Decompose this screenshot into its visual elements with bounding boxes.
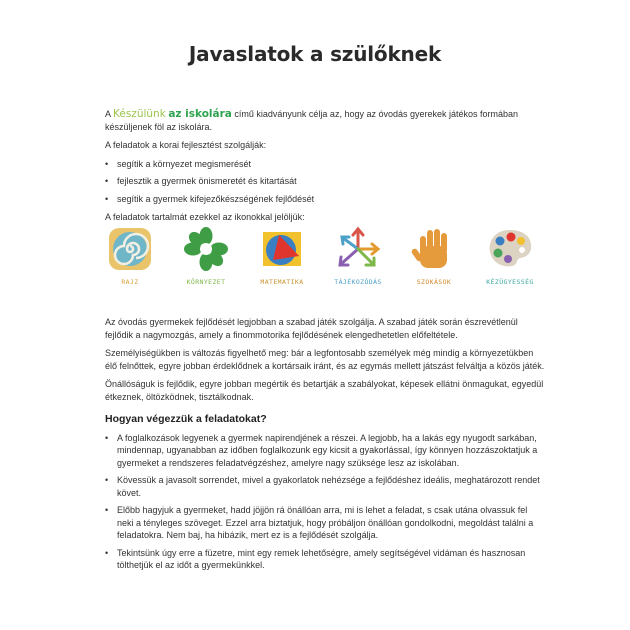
shapes-icon bbox=[259, 226, 305, 272]
main-section bbox=[105, 316, 545, 578]
goals-list bbox=[105, 158, 545, 206]
list-item: • Előbb hagyjuk a gyermeket, hadd jöjjön rá önállóan arra, mi is lehet a feladat, s csak utána olvassuk fel neki a tényleges szöveget. Ezzel arra biztatjuk, hogy próbáljon önállóan gondolkodni, megoldást találni a feladatokra. Nem baj, ha hibázik, mert ez is a fejlődését szolgálja. bbox=[105, 504, 545, 542]
spiral-icon bbox=[107, 226, 153, 272]
icons-intro: A feladatok tartalmát ezekkel az ikonokkal jelöljük: bbox=[105, 212, 305, 222]
icon-legend-item bbox=[404, 226, 464, 298]
list-item: • fejlesztik a gyermek önismeretét és kitartását bbox=[105, 175, 545, 188]
icon-label: MATEMATIKA bbox=[260, 278, 304, 286]
intro-paragraph bbox=[105, 108, 545, 133]
intro-section bbox=[105, 108, 545, 230]
page-title: Javaslatok a szülőknek bbox=[188, 42, 442, 66]
icon-legend-item bbox=[252, 226, 312, 298]
list-item: • segítik a gyermek kifejezőkészségének fejlődését bbox=[105, 193, 545, 206]
paragraph: Az óvodás gyermekek fejlődését legjobban a szabad játék szolgálja. A szabad játék során észrevétlenül fejlődik a nagymozgás, amely a finommotorika fejlődésének elengedhetetlen előfeltétele. bbox=[105, 317, 518, 340]
list-item: • A foglalkozások legyenek a gyermek napirendjének a részei. A legjobb, ha a lakás egy nyugodt sarkában, mindennap, ugyanabban az időben foglalkozunk egy kicsit a gyakorlással, így könnyen hozzászoktatjuk a gyermeket a rendszeres feladatvégzéshez, amelyre nagy szüksége lesz az iskolában. bbox=[105, 432, 545, 470]
intro-suffix: című kiadványunk célja az, hogy az óvodás gyerekek játékos formában készüljenek föl az iskolára. bbox=[105, 109, 519, 132]
icon-legend-item bbox=[328, 226, 388, 298]
icon-label: KÉZÜGYESSÉG bbox=[486, 278, 534, 286]
howto-list bbox=[105, 432, 545, 572]
paragraph: Személyiségükben is változás figyelhető meg: bár a legfontosabb személyek még mindig a környezetükben élő felnőttek, egyre jobban érdeklődnek a kortársaik iránt, és az egymás mellett játszást felváltja a közös játék. bbox=[105, 348, 545, 371]
icon-legend-item bbox=[480, 226, 540, 298]
list-item: • segítik a környezet megismerését bbox=[105, 158, 545, 171]
flower-icon bbox=[183, 226, 229, 272]
icon-legend-item bbox=[176, 226, 236, 298]
hand-icon bbox=[411, 226, 457, 272]
feladatok-intro: A feladatok a korai fejlesztést szolgálják: bbox=[105, 140, 267, 150]
list-item: • Tekintsünk úgy erre a füzetre, mint egy remek lehetőségre, amely segítségével vidáman és hasznosan tölthetjük el az időt a gyermekünkkel. bbox=[105, 547, 545, 572]
intro-prefix: A bbox=[105, 109, 114, 119]
icon-label: SZOKÁSOK bbox=[416, 278, 452, 286]
icon-legend-item bbox=[100, 226, 160, 298]
paragraph: Önállóságuk is fejlődik, egyre jobban megértik és betartják a szabályokat, képesek ellátni önmagukat, egyedül étkeznek, öltözködnek, tisztálkodnak. bbox=[105, 379, 544, 402]
brand-name-part2: az iskolára bbox=[168, 108, 232, 120]
icon-label: TÁJÉKOZÓDÁS bbox=[334, 278, 382, 286]
brand-name-part1: Készülünk bbox=[113, 108, 166, 120]
list-item: • Kövessük a javasolt sorrendet, mivel a gyakorlatok nehézsége a fejlődéshez ideális, meghatározott rendet követ. bbox=[105, 474, 545, 499]
icon-legend bbox=[100, 226, 540, 298]
arrows-icon bbox=[333, 226, 383, 272]
icon-label: KÖRNYEZET bbox=[186, 278, 226, 286]
icon-label: RAJZ bbox=[121, 278, 139, 286]
howto-heading: Hogyan végezzük a feladatokat? bbox=[105, 413, 267, 425]
palette-icon bbox=[486, 226, 534, 272]
